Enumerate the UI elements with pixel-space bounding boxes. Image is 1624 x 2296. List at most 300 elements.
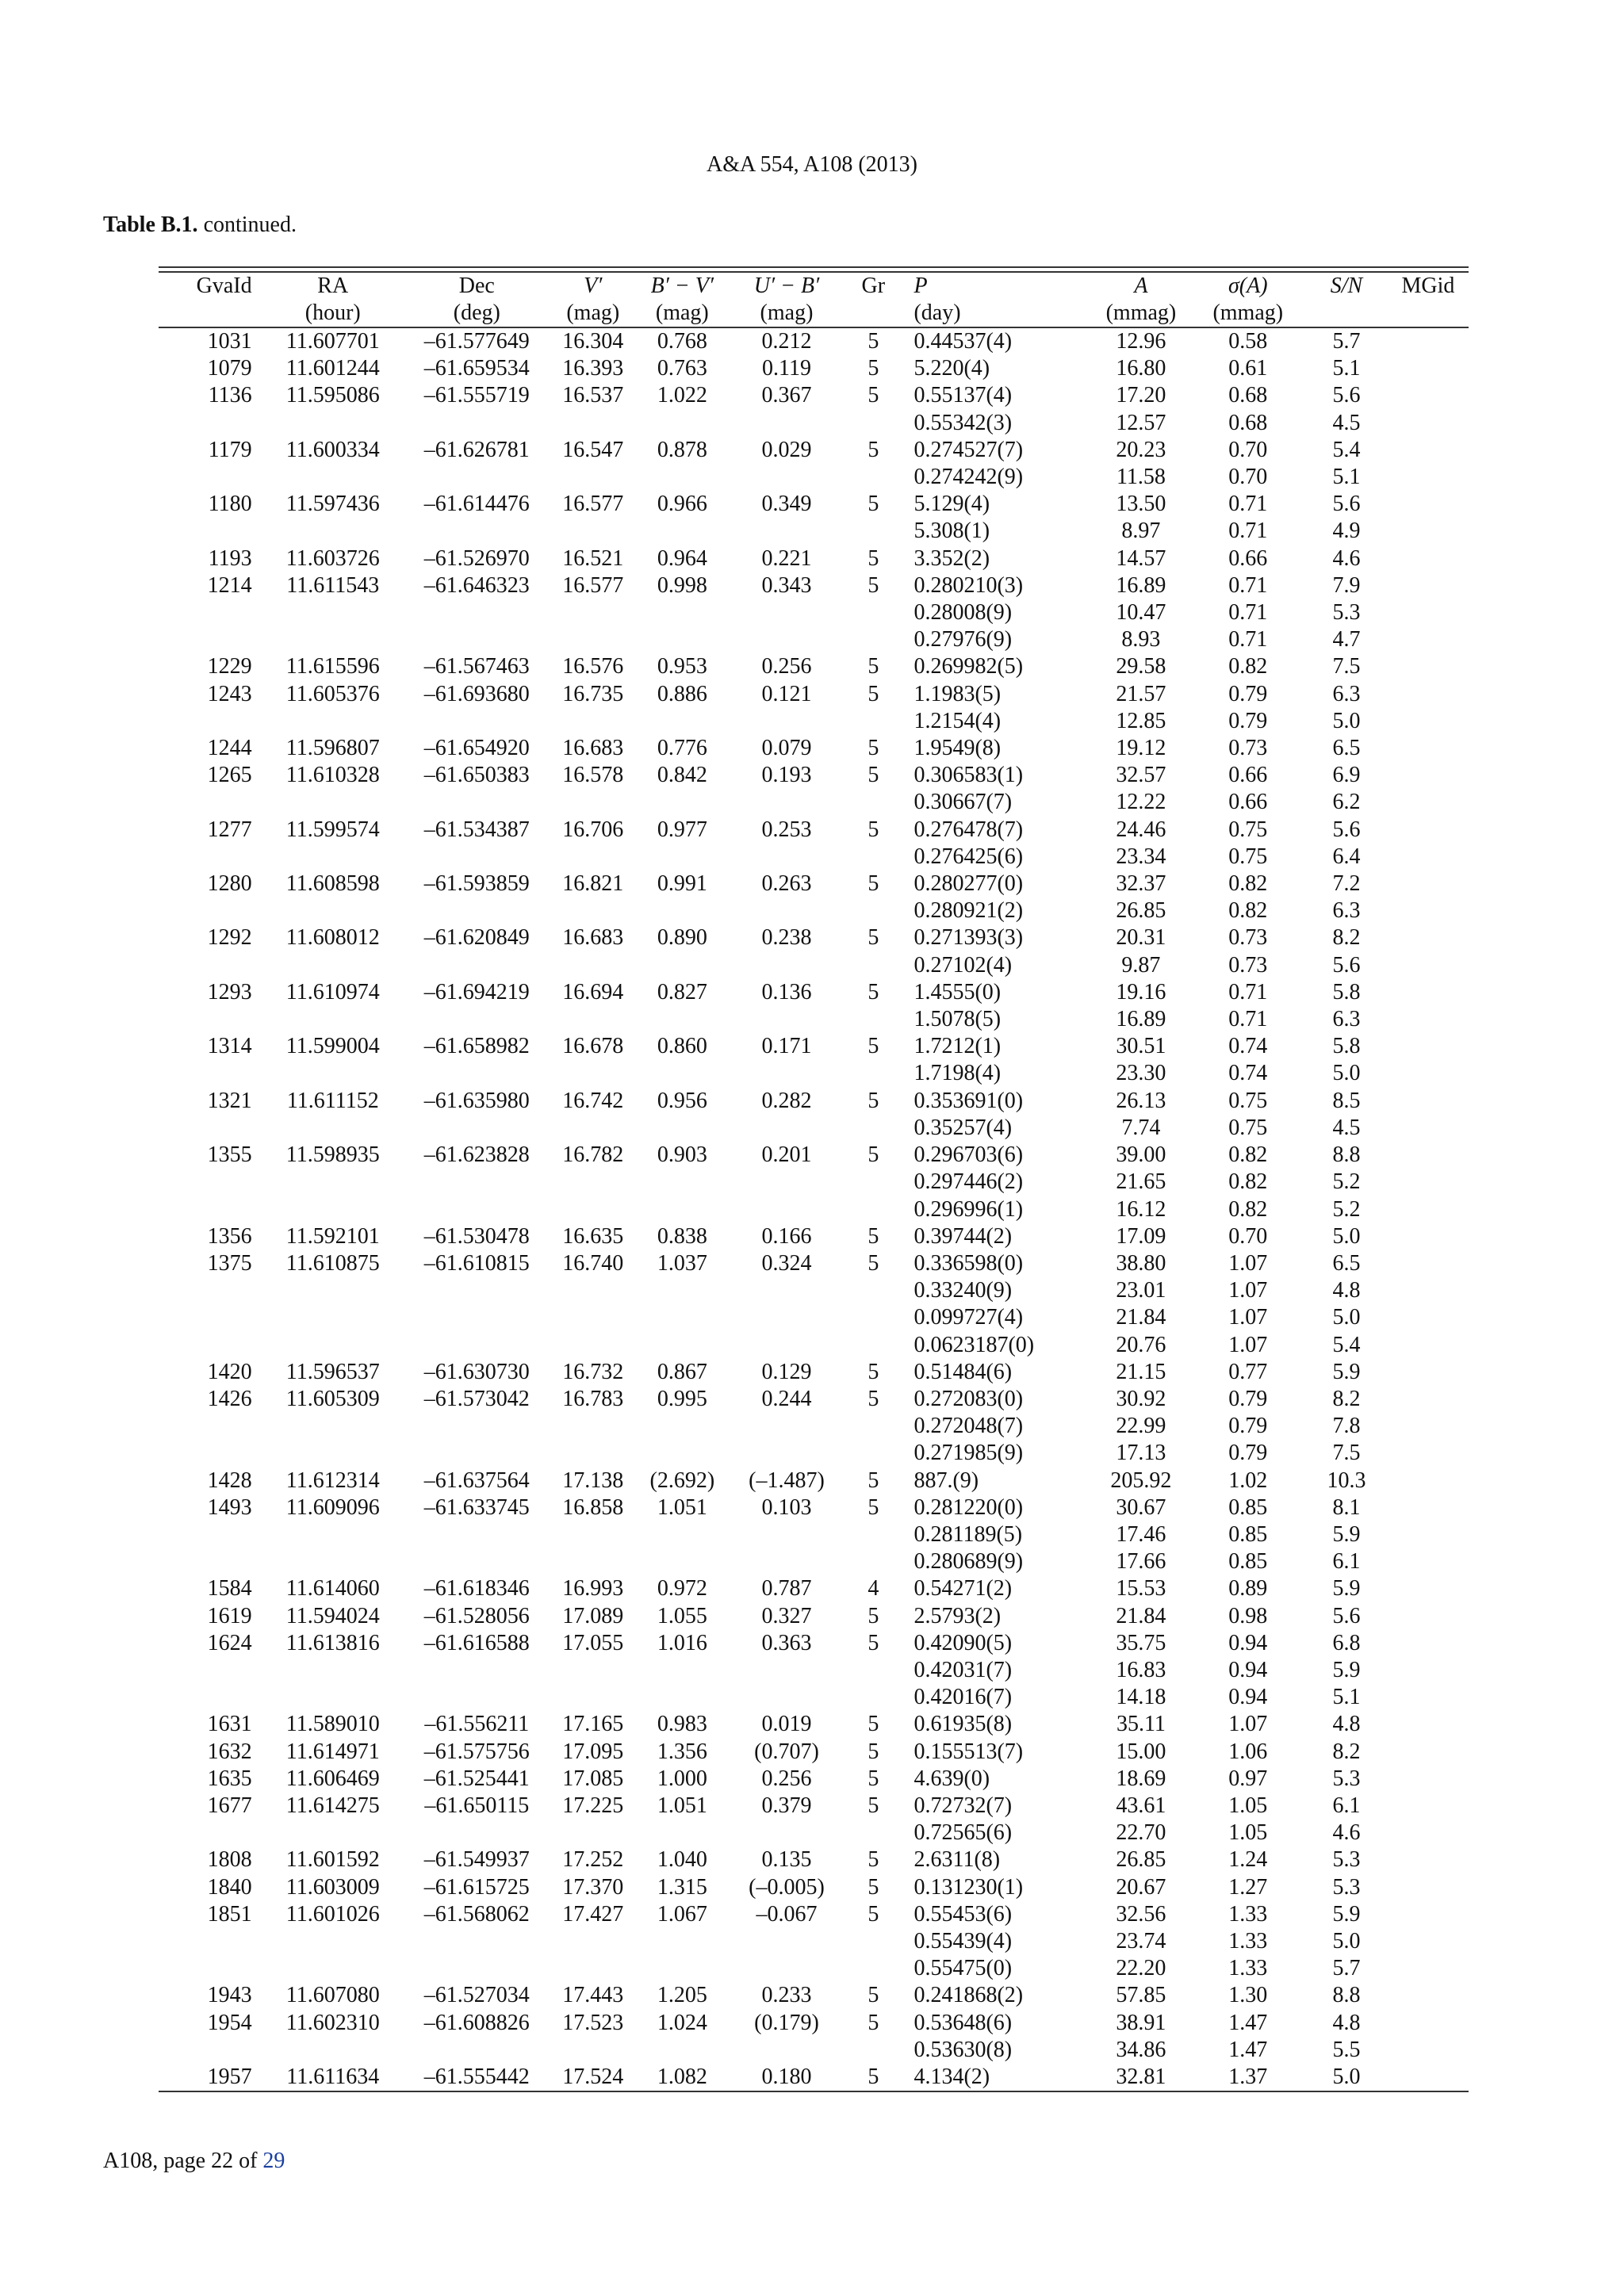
running-header: A&A 554, A108 (2013) (707, 152, 917, 177)
table-cell: 1840 (207, 1874, 252, 1900)
table-cell (403, 1115, 551, 1142)
table-row (159, 844, 1469, 871)
table-cell: 11.609096 (285, 1494, 380, 1520)
table-cell: –61.616588 (423, 1630, 530, 1655)
table-cell: 0.238 (761, 925, 812, 951)
table-cell: 0.155513(7) (914, 1739, 1024, 1764)
table-cell (635, 1440, 730, 1467)
table-cell: 1.000 (657, 1766, 707, 1791)
table-cell (159, 897, 263, 924)
table-cell: 1624 (207, 1630, 252, 1655)
table-cell (730, 897, 844, 924)
table-cell (1388, 1304, 1469, 1331)
table-cell (635, 897, 730, 924)
table-cell: 11.611634 (286, 2064, 380, 2089)
table-cell: 0.180 (761, 2064, 812, 2089)
table-cell: 1.024 (657, 2010, 707, 2035)
table-cell (1388, 437, 1469, 464)
table-cell (551, 626, 635, 653)
table-cell: 16.89 (1116, 572, 1166, 598)
table-cell (403, 1521, 551, 1548)
table-cell: –61.573042 (423, 1386, 530, 1411)
table-cell: 5.3 (1332, 1874, 1361, 1900)
table-row (159, 464, 1469, 491)
table-cell (1388, 1494, 1469, 1521)
table-cell: 16.683 (562, 736, 624, 761)
table-cell: 15.53 (1116, 1576, 1166, 1601)
table-cell: 5 (868, 1088, 879, 1113)
table-row (159, 1060, 1469, 1087)
column-header: U′ − B′ (753, 274, 820, 298)
table-cell (403, 518, 551, 545)
table-cell: 30.92 (1116, 1386, 1166, 1411)
table-cell: 1.022 (657, 383, 707, 408)
table-cell: 26.85 (1116, 898, 1166, 924)
table-cell (1388, 1575, 1469, 1602)
table-cell (263, 844, 403, 871)
table-cell: 4.8 (1332, 1712, 1361, 1737)
table-cell: 1.30 (1228, 1983, 1268, 2008)
table-cell (403, 1006, 551, 1033)
table-cell: 0.27976(9) (914, 627, 1013, 652)
table-cell: 0.274527(7) (914, 437, 1024, 462)
table-cell: 0.74 (1228, 1034, 1268, 1059)
table-cell (844, 1928, 902, 1955)
table-cell: 21.84 (1116, 1603, 1166, 1628)
table-cell (159, 599, 263, 626)
table-cell (635, 410, 730, 437)
table-cell: 0.136 (761, 979, 812, 1004)
table-cell: 5.308(1) (914, 519, 990, 544)
table-cell: 1180 (208, 492, 252, 517)
table-cell: 1.040 (657, 1847, 707, 1873)
table-cell (263, 1277, 403, 1304)
table-cell: 17.09 (1116, 1223, 1166, 1249)
table-cell: 0.35257(4) (914, 1115, 1013, 1140)
table-cell: 0.271985(9) (914, 1441, 1024, 1466)
table-cell (551, 464, 635, 491)
table-row (159, 382, 1469, 409)
table-cell: 5.8 (1332, 1034, 1361, 1059)
table-cell (844, 1657, 902, 1684)
table-cell: 8.8 (1332, 1142, 1361, 1168)
table-cell (635, 789, 730, 816)
table-cell: 1619 (207, 1603, 252, 1628)
table-cell: 38.91 (1116, 2010, 1166, 2035)
table-cell: 1.4555(0) (914, 979, 1002, 1004)
table-cell: 0.68 (1228, 383, 1268, 408)
table-cell: 5 (868, 356, 879, 381)
table-cell (551, 708, 635, 735)
table-row (159, 599, 1469, 626)
table-cell: 18.69 (1116, 1766, 1166, 1791)
table-cell (1388, 1901, 1469, 1928)
table-cell: 1356 (207, 1223, 252, 1249)
table-cell: 1.051 (657, 1793, 707, 1818)
table-cell (1388, 708, 1469, 735)
table-cell (403, 1277, 551, 1304)
table-cell: 5.6 (1332, 492, 1361, 517)
table-cell (730, 599, 844, 626)
table-cell (403, 599, 551, 626)
table-cell: 5 (868, 1630, 879, 1655)
table-cell: 0.71 (1228, 627, 1268, 652)
table-cell: –61.555442 (423, 2064, 530, 2089)
table-cell (1388, 1468, 1469, 1494)
table-cell: 5 (868, 2010, 879, 2035)
table-cell: 16.635 (562, 1223, 624, 1249)
table-cell: 1.07 (1228, 1712, 1268, 1737)
table-cell: 16.521 (562, 545, 624, 571)
table-cell (844, 844, 902, 871)
table-cell (730, 1277, 844, 1304)
table-cell (1388, 1548, 1469, 1575)
table-row (159, 681, 1469, 708)
table-cell (263, 1928, 403, 1955)
table-cell (551, 599, 635, 626)
table-cell: 0.256 (761, 1766, 812, 1791)
table-cell (1388, 1142, 1469, 1169)
table-cell: 9.87 (1121, 952, 1161, 978)
table-cell: 5 (868, 545, 879, 571)
table-cell: 11.597436 (285, 492, 380, 517)
table-cell: 4.6 (1332, 1820, 1361, 1846)
table-cell (1388, 1196, 1469, 1223)
table-cell: 6.9 (1332, 763, 1361, 788)
column-unit (159, 300, 263, 327)
table-cell: 20.76 (1116, 1332, 1166, 1357)
table-cell (551, 844, 635, 871)
table-cell: 5.9 (1332, 1901, 1361, 1927)
table-cell: 0.281189(5) (914, 1521, 1023, 1547)
table-cell: 5 (868, 329, 879, 354)
table-row (159, 1575, 1469, 1602)
table-cell: 0.276425(6) (914, 844, 1024, 869)
table-cell (635, 1684, 730, 1711)
table-cell: 0.296703(6) (914, 1142, 1024, 1168)
table-cell (263, 1521, 403, 1548)
table-cell: 17.20 (1116, 383, 1166, 408)
table-cell: 30.67 (1116, 1494, 1166, 1520)
table-cell (730, 1521, 844, 1548)
table-cell (159, 789, 263, 816)
table-cell: 0.66 (1228, 763, 1268, 788)
table-cell: (–1.487) (749, 1468, 825, 1493)
table-cell (635, 518, 730, 545)
table-cell: 5.6 (1332, 1603, 1361, 1628)
table-cell: 0.280921(2) (914, 898, 1024, 924)
table-cell (1388, 1386, 1469, 1413)
table-cell: 0.280277(0) (914, 871, 1024, 897)
table-cell: 1355 (207, 1142, 252, 1168)
table-cell: 1.06 (1228, 1739, 1268, 1764)
table-cell: 17.370 (562, 1874, 624, 1900)
table-cell: 0.327 (761, 1603, 812, 1628)
table-cell: 16.578 (562, 763, 624, 788)
table-cell (159, 1928, 263, 1955)
table-cell (844, 1277, 902, 1304)
column-header: Dec (458, 274, 495, 298)
table-cell (1388, 1250, 1469, 1277)
table-cell: 11.615596 (285, 654, 380, 679)
table-row (159, 1304, 1469, 1331)
table-cell: 5 (868, 1359, 879, 1384)
table-cell (159, 1548, 263, 1575)
column-header: GvaId (196, 274, 252, 298)
table-cell: 1.47 (1228, 2010, 1268, 2035)
table-cell (1388, 1711, 1469, 1738)
table-row (159, 1033, 1469, 1060)
table-cell: 34.86 (1116, 2037, 1166, 2062)
table-row (159, 1359, 1469, 1386)
table-cell (730, 2037, 844, 2064)
table-row (159, 1901, 1469, 1928)
table-cell: 0.55342(3) (914, 410, 1013, 435)
table-cell: 5.9 (1332, 1359, 1361, 1384)
table-row (159, 871, 1469, 897)
table-cell: 0.272048(7) (914, 1414, 1024, 1439)
table-cell (1388, 1169, 1469, 1196)
table-cell: 5 (868, 1468, 879, 1493)
table-cell: 0.983 (657, 1712, 707, 1737)
table-cell (635, 1820, 730, 1846)
table-cell: 5.1 (1332, 1685, 1361, 1710)
table-cell: 21.84 (1116, 1305, 1166, 1330)
table-cell: 11.614971 (285, 1739, 380, 1764)
table-cell (730, 410, 844, 437)
table-cell (1388, 1657, 1469, 1684)
table-cell: 0.79 (1228, 1441, 1268, 1466)
table-cell: 1.05 (1228, 1793, 1268, 1818)
table-cell (635, 1060, 730, 1087)
table-cell (730, 1440, 844, 1467)
table-cell: 5.1 (1332, 465, 1361, 490)
table-cell (159, 1304, 263, 1331)
table-cell: 6.5 (1332, 1250, 1361, 1276)
table-cell: 5.0 (1332, 2064, 1361, 2089)
table-cell (1388, 328, 1469, 355)
table-cell (263, 626, 403, 653)
table-cell: 5 (868, 654, 879, 679)
column-unit: (day) (914, 300, 961, 325)
table-row (159, 1820, 1469, 1846)
table-cell (635, 952, 730, 979)
table-cell: 4.5 (1332, 1115, 1361, 1140)
table-cell: 11.599574 (285, 817, 380, 842)
table-cell: 5 (868, 1142, 879, 1168)
table-cell: 17.089 (562, 1603, 624, 1628)
table-cell: –61.525441 (423, 1766, 530, 1791)
table-cell (730, 1332, 844, 1359)
table-row (159, 1521, 1469, 1548)
table-cell: 1031 (207, 329, 252, 354)
table-cell: 0.79 (1228, 708, 1268, 733)
table-cell: 5.3 (1332, 1766, 1361, 1791)
table-cell: 0.972 (657, 1576, 707, 1601)
table-cell: 5 (868, 1034, 879, 1059)
table-cell: 6.4 (1332, 844, 1361, 869)
table-cell: 1.07 (1228, 1332, 1268, 1357)
table-cell: 17.095 (562, 1739, 624, 1764)
table-cell: 1.07 (1228, 1250, 1268, 1276)
table-cell: –61.567463 (423, 654, 530, 679)
table-cell (551, 1196, 635, 1223)
footer-page-total-link[interactable]: 29 (262, 2149, 285, 2173)
table-cell: 1.2154(4) (914, 708, 1002, 733)
table-cell (263, 464, 403, 491)
table-cell (159, 708, 263, 735)
table-cell: 5 (868, 383, 879, 408)
table-cell (844, 1548, 902, 1575)
table-cell: 17.085 (562, 1766, 624, 1791)
table-cell (263, 1196, 403, 1223)
table-cell (263, 1304, 403, 1331)
table-cell: 1677 (207, 1793, 252, 1818)
table-cell (1388, 1115, 1469, 1142)
table-cell (1388, 871, 1469, 897)
table-cell: 16.547 (562, 437, 624, 462)
table-cell: –61.618346 (423, 1576, 530, 1601)
table-cell (159, 518, 263, 545)
table-cell: 2.6311(8) (914, 1847, 1001, 1873)
column-header: RA (317, 274, 349, 298)
table-cell (551, 1928, 635, 1955)
table-cell: 1420 (207, 1359, 252, 1384)
table-cell: (0.179) (754, 2010, 819, 2035)
table-cell: 8.97 (1121, 519, 1161, 544)
table-row (159, 1196, 1469, 1223)
table-row (159, 762, 1469, 789)
table-cell: 1179 (208, 437, 252, 462)
table-cell: 7.5 (1332, 654, 1361, 679)
table-cell: 0.70 (1228, 1223, 1268, 1249)
table-cell: 43.61 (1116, 1793, 1166, 1818)
table-cell (1388, 924, 1469, 951)
table-cell (635, 599, 730, 626)
table-cell: 7.2 (1332, 871, 1361, 897)
table-cell: 0.85 (1228, 1494, 1268, 1520)
table-row (159, 2010, 1469, 2037)
table-cell (1388, 1846, 1469, 1873)
table-row (159, 572, 1469, 599)
table-cell: 22.20 (1116, 1956, 1166, 1981)
table-cell: 24.46 (1116, 817, 1166, 842)
table-cell: 16.683 (562, 925, 624, 951)
table-cell (730, 1196, 844, 1223)
table-cell: 5 (868, 1250, 879, 1276)
table-cell (159, 410, 263, 437)
table-cell: 5 (868, 1983, 879, 2008)
table-cell: 5 (868, 925, 879, 951)
table-cell: 5.4 (1332, 1332, 1361, 1357)
table-row (159, 1928, 1469, 1955)
column-unit: (mag) (760, 300, 814, 325)
table-cell: 0.998 (657, 572, 707, 598)
table-cell (551, 1657, 635, 1684)
table-cell: 1.07 (1228, 1305, 1268, 1330)
table-cell: 0.72732(7) (914, 1793, 1013, 1818)
table-cell (403, 1548, 551, 1575)
table-cell (403, 2037, 551, 2064)
table-cell: 0.886 (657, 681, 707, 706)
table-cell: 11.608598 (285, 871, 380, 897)
table-cell: 11.602310 (285, 2010, 380, 2035)
table-cell: 0.271393(3) (914, 925, 1024, 951)
table-cell: 0.55475(0) (914, 1956, 1013, 1981)
table-cell (159, 1521, 263, 1548)
table-caption (103, 212, 297, 238)
table-cell (730, 518, 844, 545)
table-cell: 1.067 (657, 1901, 707, 1927)
table-cell: 15.00 (1116, 1739, 1166, 1764)
table-cell: 12.57 (1116, 410, 1166, 435)
table-cell: 1851 (207, 1901, 252, 1927)
table-cell: 0.66 (1228, 545, 1268, 571)
table-cell: 0.296996(1) (914, 1196, 1024, 1222)
table-cell: 16.304 (562, 329, 624, 354)
table-cell: 1314 (207, 1034, 252, 1059)
table-cell: 11.613816 (285, 1630, 380, 1655)
table-cell: 0.995 (657, 1386, 707, 1411)
table-cell (635, 1006, 730, 1033)
table-cell (551, 2037, 635, 2064)
table-cell: 0.58 (1228, 329, 1268, 354)
table-cell: –61.650383 (423, 763, 530, 788)
table-cell: 0.61935(8) (914, 1712, 1013, 1737)
table-cell (1388, 1033, 1469, 1060)
table-row (159, 1603, 1469, 1630)
table-cell: 11.596807 (285, 736, 380, 761)
table-cell: 5.2 (1332, 1196, 1361, 1222)
table-cell: 5 (868, 1766, 879, 1791)
table-cell: 5 (868, 1712, 879, 1737)
table-cell: 5.3 (1332, 600, 1361, 626)
table-cell: 8.8 (1332, 1983, 1361, 2008)
table-row (159, 897, 1469, 924)
table-cell (1388, 952, 1469, 979)
table-cell (159, 1060, 263, 1087)
table-cell (635, 1928, 730, 1955)
table-row (159, 437, 1469, 464)
table-cell: 8.2 (1332, 1386, 1361, 1411)
table-cell (551, 1440, 635, 1467)
table-cell (730, 1684, 844, 1711)
table-cell (1388, 1603, 1469, 1630)
table-cell: –61.555719 (423, 383, 530, 408)
table-cell: 30.51 (1116, 1034, 1166, 1059)
table-cell: 57.85 (1116, 1983, 1166, 2008)
table-cell: 1.33 (1228, 1928, 1268, 1954)
table-cell: 11.607080 (285, 1983, 380, 2008)
table-cell: 0.82 (1228, 1169, 1268, 1195)
table-cell: 5 (868, 1739, 879, 1764)
table-cell: 1229 (207, 654, 252, 679)
table-cell (263, 1955, 403, 1982)
table-row (159, 1088, 1469, 1115)
table-cell: –61.534387 (423, 817, 530, 842)
table-cell: 8.2 (1332, 925, 1361, 951)
table-cell: 1.37 (1228, 2064, 1268, 2089)
table-cell (159, 1169, 263, 1196)
table-cell: –61.633745 (423, 1494, 530, 1520)
table-cell: 0.890 (657, 925, 707, 951)
table-row (159, 1739, 1469, 1766)
table-cell (551, 1006, 635, 1033)
table-cell: 0.75 (1228, 1088, 1268, 1113)
table-cell: 11.58 (1116, 465, 1166, 490)
table-cell (551, 897, 635, 924)
table-cell: 0.85 (1228, 1549, 1268, 1575)
